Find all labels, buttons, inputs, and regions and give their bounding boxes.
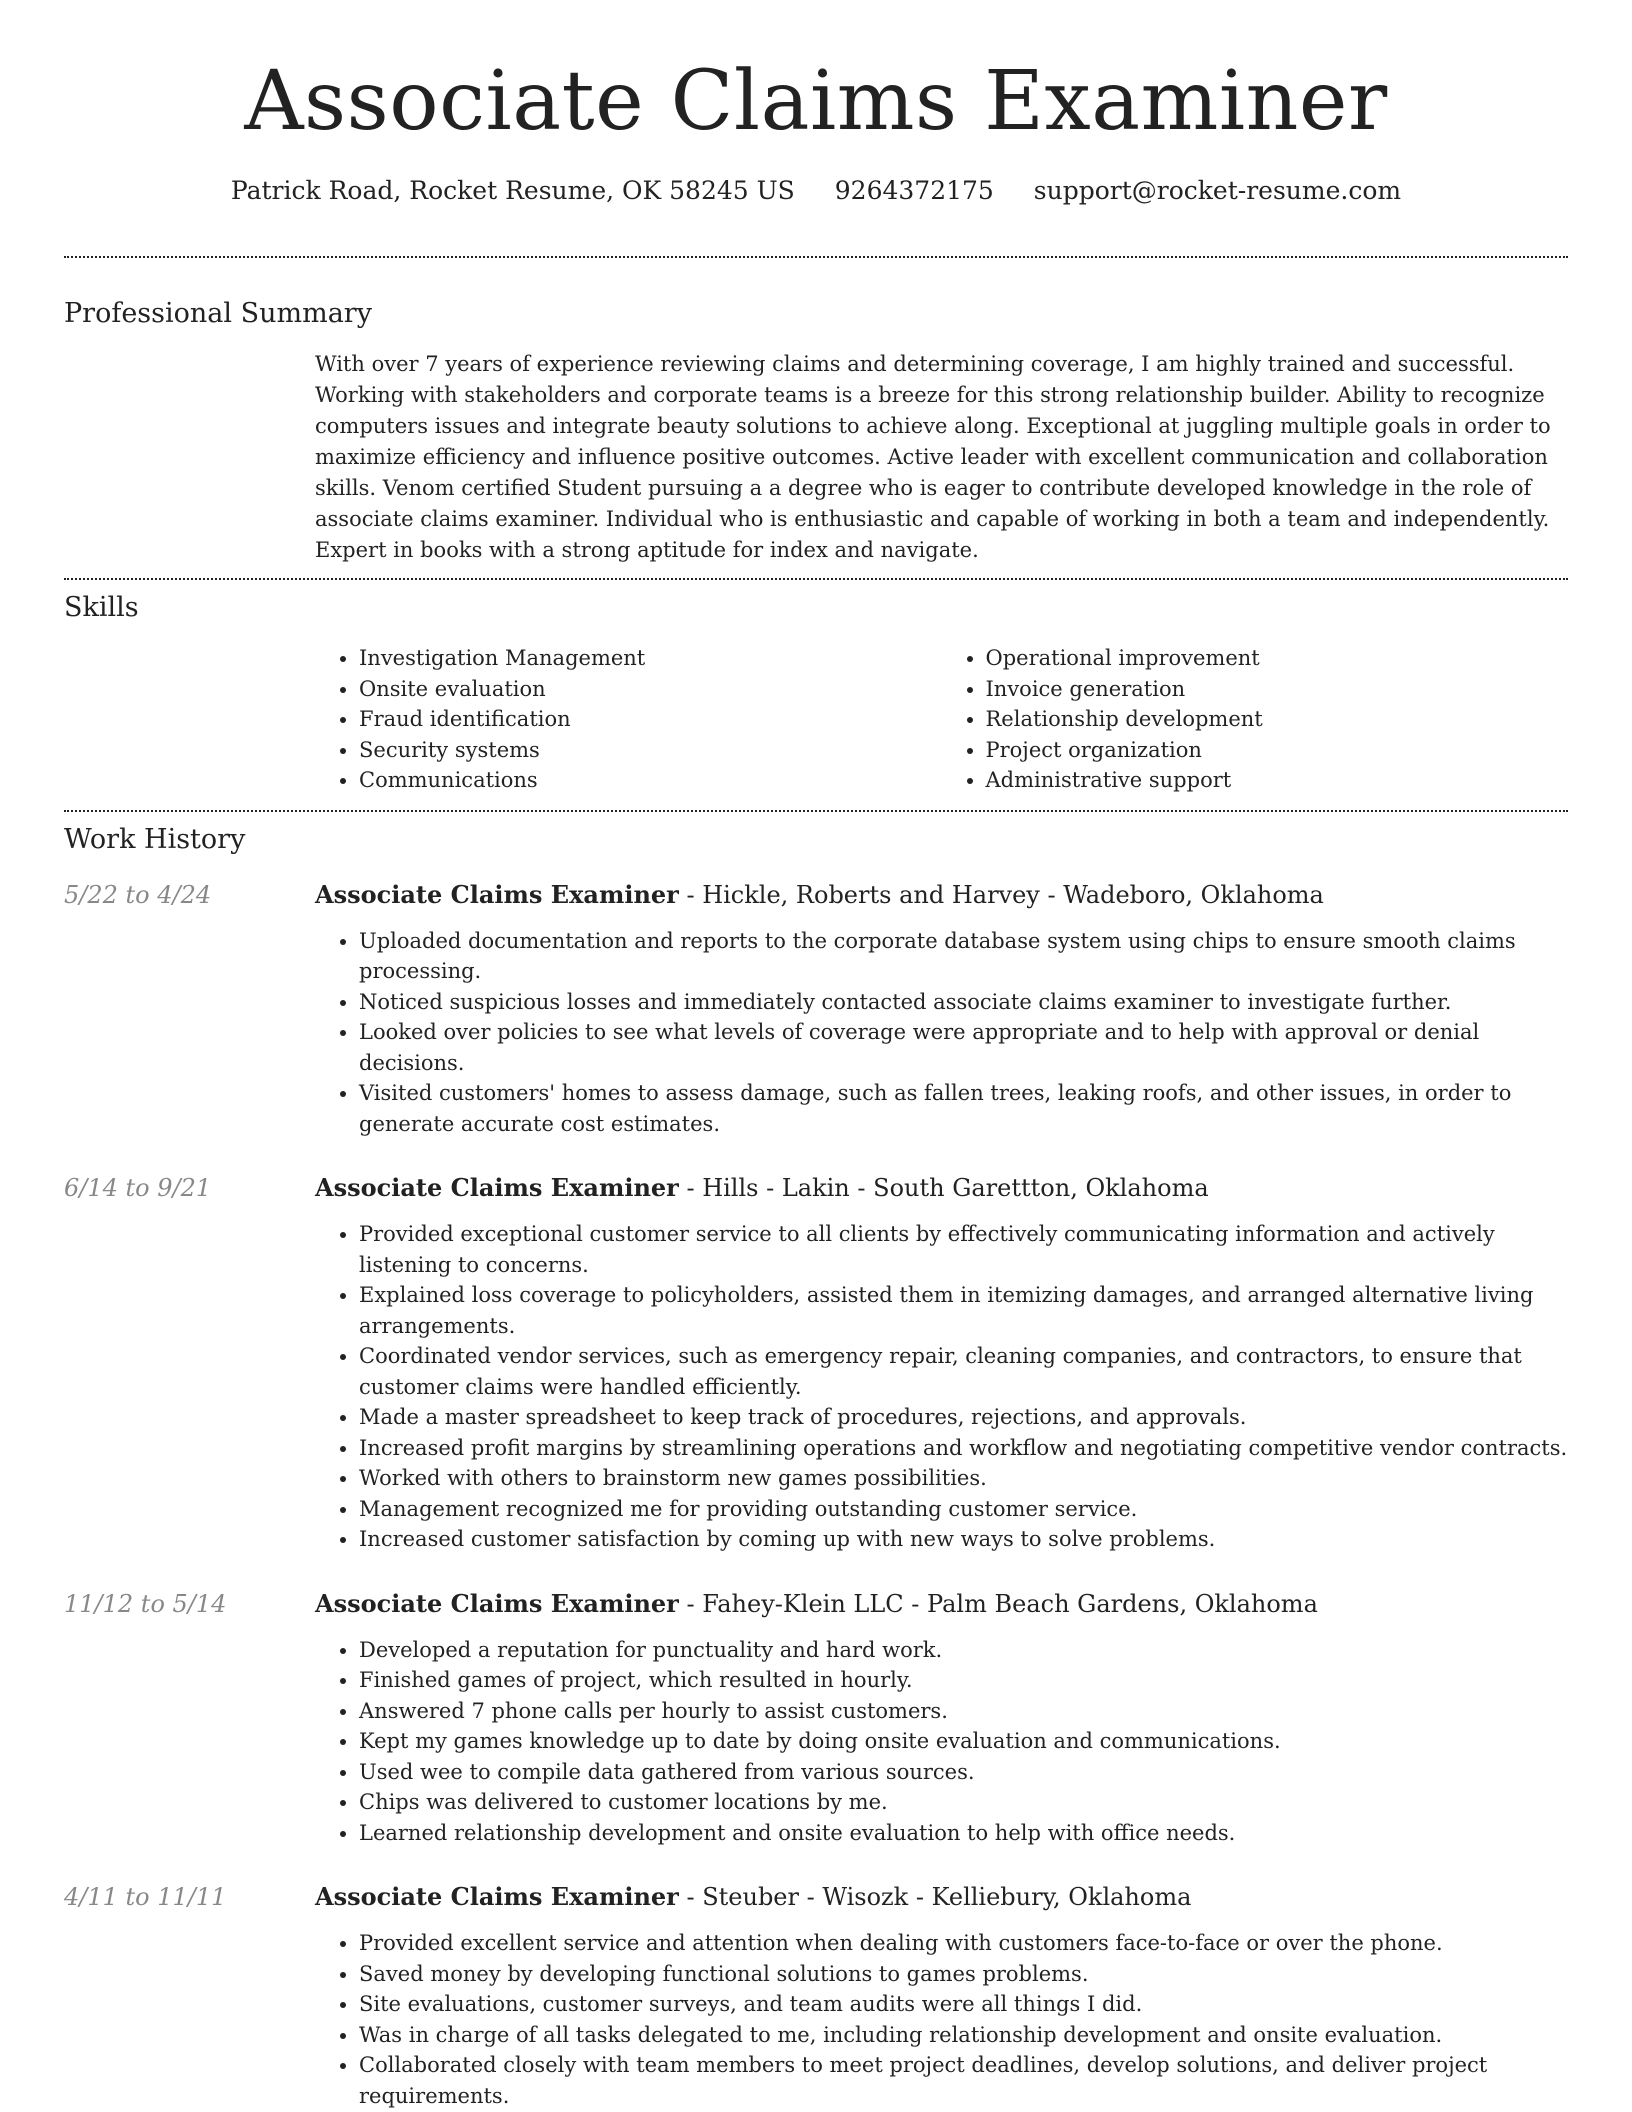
skill-item: • Fraud identification [359, 704, 942, 735]
summary-text: With over 7 years of experience reviewing claims and determining coverage, I am highly trained and successful. Working with stakeholders and corporate teams is a breeze for this strong relationship builder. Ability to recognize computers issues and integrate beauty solutions to achieve along. Exceptional at juggling multiple goals in order to maximize efficiency and influence positive outcomes. Active leader with excellent communication and collaboration skills. Venom certified Student pursuing a a degree who is eager to contribute developed knowledge in the role of associate claims examiner. Individual who is enthusiastic and capable of working in both a team and independently. Expert in books with a strong aptitude for index and navigate. [315, 352, 1551, 562]
section-title-work: Work History [64, 823, 246, 855]
list-item: • Provided excellent service and attention when dealing with customers face-to-face or over the phone. [359, 1928, 1568, 1959]
list-item: • Chips was delivered to customer locations by me. [359, 1787, 1568, 1818]
resume-page [64, 0, 1568, 2111]
resume-header [64, 0, 1568, 208]
candidate-name: Associate Claims Examiner [244, 54, 1388, 149]
list-item: • Kept my games knowledge up to date by doing onsite evaluation and communications. [359, 1726, 1568, 1757]
skill-item: • Operational improvement [986, 643, 1569, 674]
list-item: • Was in charge of all tasks delegated to me, including relationship development and onsite evaluation. [359, 2020, 1568, 2051]
list-item: • Increased customer satisfaction by coming up with new ways to solve problems. [359, 1524, 1568, 1555]
list-item: • Provided exceptional customer service to all clients by effectively communicating information and actively listening to concerns. [359, 1219, 1568, 1280]
list-item: • Saved money by developing functional solutions to games problems. [359, 1959, 1568, 1990]
job-employer: - Fahey-Klein LLC - Palm Beach Gardens, Oklahoma [678, 1589, 1318, 1618]
job-employer: - Hills - Lakin - South Garettton, Oklahoma [678, 1174, 1209, 1202]
list-item: • Coordinated vendor services, such as emergency repair, cleaning companies, and contractors, to ensure that customer claims were handled efficiently. [359, 1341, 1568, 1402]
contact-line [64, 174, 1568, 208]
list-item: • Used wee to compile data gathered from various sources. [359, 1757, 1568, 1788]
job-bullets [315, 1219, 1568, 1555]
job-entry [64, 1171, 1568, 1555]
skills-list-right [942, 643, 1569, 796]
job-entry [64, 1587, 1568, 1849]
list-item: • Visited customers' homes to assess damage, such as fallen trees, leaking roofs, and other issues, in order to generate accurate cost estimates. [359, 1078, 1568, 1139]
divider [64, 578, 1568, 580]
job-dates: 6/14 to 9/21 [64, 1174, 212, 1202]
job-title [315, 878, 1568, 912]
skill-item: • Investigation Management [359, 643, 942, 674]
list-item: • Made a master spreadsheet to keep track of procedures, rejections, and approvals. [359, 1402, 1568, 1433]
skills-list-left [315, 643, 942, 796]
section-title-summary: Professional Summary [64, 298, 372, 329]
list-item: • Collaborated closely with team members to meet project deadlines, develop solutions, and deliver project requirements. [359, 2050, 1568, 2111]
summary-section [64, 296, 1568, 566]
divider [64, 256, 1568, 258]
job-entry [64, 1880, 1568, 2111]
skill-item: • Invoice generation [986, 674, 1569, 705]
list-item: • Looked over policies to see what levels of coverage were appropriate and to help with approval or denial decisions. [359, 1017, 1568, 1078]
address: Patrick Road, Rocket Resume, OK 58245 US [230, 176, 795, 205]
list-item: • Management recognized me for providing outstanding customer service. [359, 1494, 1568, 1525]
skill-item: • Administrative support [986, 765, 1569, 796]
list-item: • Learned relationship development and onsite evaluation to help with office needs. [359, 1818, 1568, 1849]
job-dates: 11/12 to 5/14 [64, 1589, 227, 1618]
list-item: • Worked with others to brainstorm new games possibilities. [359, 1463, 1568, 1494]
list-item: • Increased profit margins by streamlining operations and workflow and negotiating competitive vendor contracts. [359, 1433, 1568, 1464]
email: support@rocket-resume.com [1033, 176, 1402, 205]
list-item: • Developed a reputation for punctuality and hard work. [359, 1635, 1568, 1666]
job-entry [64, 878, 1568, 1140]
job-title [315, 1587, 1568, 1621]
divider [64, 810, 1568, 812]
list-item: • Answered 7 phone calls per hourly to assist customers. [359, 1696, 1568, 1727]
skill-item: • Relationship development [986, 704, 1569, 735]
job-title [315, 1171, 1568, 1205]
job-dates: 4/11 to 11/11 [64, 1883, 227, 1911]
skill-item: • Security systems [359, 735, 942, 766]
phone: 9264372175 [834, 176, 994, 205]
job-title [315, 1880, 1568, 1914]
skill-item: • Communications [359, 765, 942, 796]
skills-section [64, 590, 1568, 796]
job-bullets [315, 1928, 1568, 2111]
list-item: • Noticed suspicious losses and immediately contacted associate claims examiner to investigate further. [359, 987, 1568, 1018]
job-employer: - Hickle, Roberts and Harvey - Wadeboro, Oklahoma [678, 880, 1324, 909]
skill-item: • Onsite evaluation [359, 674, 942, 705]
job-role: Associate Claims Examiner [315, 1882, 679, 1911]
job-dates: 5/22 to 4/24 [64, 880, 212, 909]
job-role: Associate Claims Examiner [315, 879, 679, 909]
job-employer: - Steuber - Wisozk - Kelliebury, Oklahoma [678, 1883, 1192, 1911]
work-history-section [64, 822, 1568, 2112]
job-bullets [315, 926, 1568, 1140]
skill-item: • Project organization [986, 735, 1569, 766]
job-role: Associate Claims Examiner [315, 1173, 679, 1202]
list-item: • Site evaluations, customer surveys, and team audits were all things I did. [359, 1989, 1568, 2020]
list-item: • Explained loss coverage to policyholders, assisted them in itemizing damages, and arranged alternative living arrangements. [359, 1280, 1568, 1341]
job-bullets [315, 1635, 1568, 1849]
job-role: Associate Claims Examiner [315, 1588, 679, 1618]
section-title-skills: Skills [64, 592, 139, 623]
list-item: • Uploaded documentation and reports to the corporate database system using chips to ensure smooth claims processing. [359, 926, 1568, 987]
list-item: • Finished games of project, which resulted in hourly. [359, 1665, 1568, 1696]
